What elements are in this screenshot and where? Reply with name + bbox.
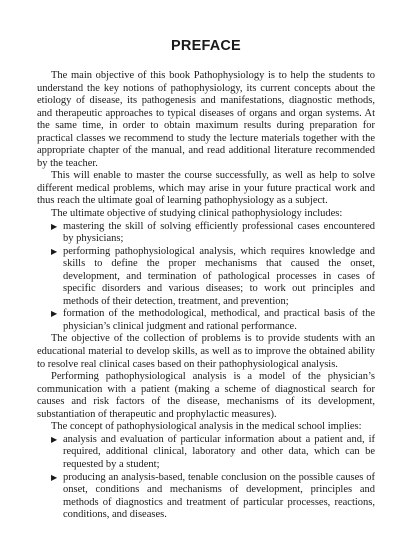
list-item: ▶ analysis and evaluation of particular information about a patient and, if required, additional clinical, laboratory and other data, which can be requested by a student; [51, 433, 375, 470]
page-title: PREFACE [171, 38, 241, 54]
concept-list [37, 434, 375, 522]
objectives-list [37, 221, 375, 334]
list-item: ▶ formation of the methodological, methodical, and practical basis of the physician’s clinical judgment and rational performance. [51, 308, 375, 332]
paragraph-objective: The main objective of this book Pathophysiology is to help the students to understand the key notions of pathophysiology, its current concepts about the etiology of disease, its pathogenesis and manifestations, diagnostic methods, and therapeutic approaches to typical diseases of organs and organ systems. At the same time, in order to obtain maximum results during preparation for practical classes we recommend to study the lecture materials together with the appropriate chapter of the manual, and read additional literature recommended by the teacher. [37, 70, 375, 169]
paragraph-collection-objective: The objective of the collection of problems is to provide students with an educational material to develop skills, as well as to improve the obtained ability to resolve real clinical cases based on their pathophysiological analysis. [37, 333, 375, 370]
bullet-arrow-icon: ▶ [51, 434, 58, 444]
list-item: ▶ producing an analysis-based, tenable conclusion on the possible causes of onset, conditions and mechanisms of development, principles and methods of diagnostics and treatment of particular processes, reactions, conditions, and diseases. [51, 471, 375, 521]
list-item: ▶ mastering the skill of solving efficiently professional cases encountered by physicians; [51, 220, 375, 245]
paragraph-mastery: This will enable to master the course successfully, as well as help to solve different medical problems, which may arise in your future practical work and thus reach the ultimate goal of learning pathophysiology as a subject. [37, 170, 375, 207]
paragraph-concept: The concept of pathophysiological analysis in the medical school implies: [51, 421, 362, 433]
bullet-arrow-icon: ▶ [51, 472, 58, 482]
paragraph-analysis-model: Performing pathophysiological analysis is a model of the physician’s communication with a patient (making a scheme of diagnostical search for causes and risk factors of the disease, mechanisms of its development, substantiation of therapeutic and prophylactic measures). [37, 371, 375, 420]
bullet-arrow-icon: ▶ [51, 309, 58, 319]
bullet-arrow-icon: ▶ [51, 221, 58, 231]
paragraph-ultimate-objective: The ultimate objective of studying clinical pathophysiology includes: [51, 208, 343, 220]
bullet-arrow-icon: ▶ [51, 246, 58, 256]
list-item: ▶ performing pathophysiological analysis, which requires knowledge and skills to define the proper mechanisms that caused the onset, development, and termination of pathological processes in cases of specific disorders and various diseases; to work out principles and methods of their detection, treatment, and prevention; [51, 245, 375, 307]
preface-body [37, 70, 375, 522]
